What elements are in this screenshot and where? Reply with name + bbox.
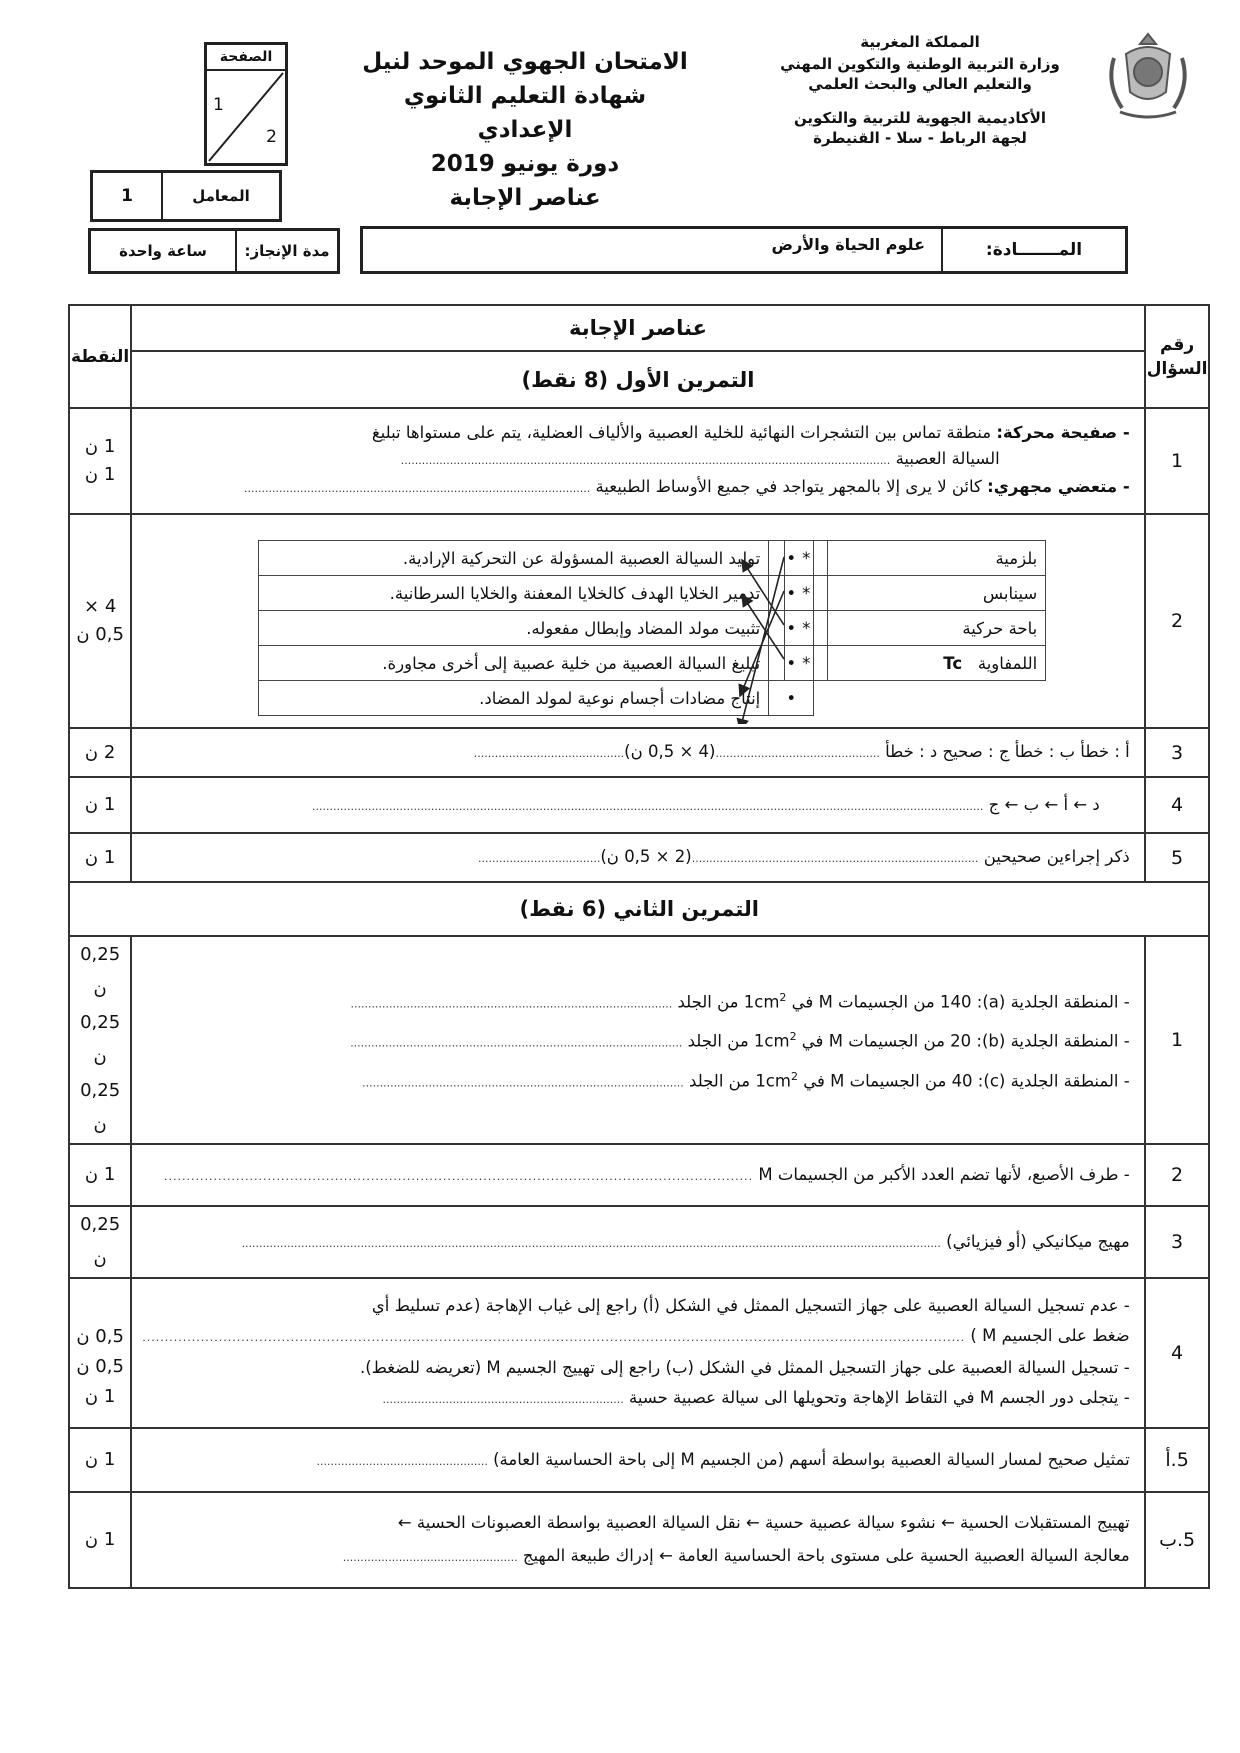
points: 0,25 ن (80, 1080, 121, 1135)
definition-microorganism: كائن لا يرى إلا بالمجهر يتواجد في جميع الأوساط الطبيعية (595, 477, 982, 496)
definition-motor-plate-a: منطقة تماس بين التشجرات النهائية للخلية العصبية والألياف العضلية، يتم على مستواها تبليغ (371, 423, 992, 442)
points: 0,25 ن (69, 1206, 131, 1278)
ministry-line-2: والتعليم العالي والبحث العلمي (808, 75, 1032, 93)
answer-line-a: - المنطقة الجلدية (a): 140 من الجسيمات M في 1cm (743, 992, 1130, 1012)
table-row: 5.ب تهييج المستقبلات الحسية ← نشوء سيالة عصبية حسية ← نقل السيالة العصبية بواسطة العصبونات الحسية ← معالجة السيالة العصبية الحسية على مستوى باحة الحساسية العامة ← إدراك طبيعة المهيج .................................................. 1 ن (69, 1492, 1209, 1588)
answer-line-c: - المنطقة الجلدية (c): 40 من الجسيمات M في 1cm (755, 1071, 1130, 1091)
question-number: 3 (1145, 728, 1210, 777)
answer-line: ضغط على الجسيم M ) (970, 1326, 1130, 1345)
matching-diagram (132, 518, 1143, 724)
exam-title-1: الامتحان الجهوي الموحد لنيل (362, 49, 688, 75)
col-question-header: رقم السؤال (1145, 305, 1210, 408)
question-number: 5 (1145, 833, 1210, 882)
term-microorganism: - متعضي مجهري: (987, 477, 1130, 496)
question-number: 4 (1145, 1278, 1210, 1428)
function-item: إنتاج مضادات أجسام نوعية لمولد المضاد. (259, 681, 769, 716)
table-row: 4 د ← أ ← ب ← ج ................................................................................................................................................................................................ 1 ن (69, 777, 1209, 833)
subject-label: المـــــــادة: (941, 229, 1125, 271)
function-item: تثبيت مولد المضاد وإبطال مفعوله. (259, 611, 769, 646)
academy-line-1: الأكاديمية الجهوية للتربية والتكوين (793, 109, 1047, 127)
table-row: 3 مهيج ميكانيكي (أو فيزيائي) ........................................................................................................................................................................................................ 0,25 ن (69, 1206, 1209, 1278)
exam-session: دورة يونيو 2019 (430, 151, 620, 177)
superscript: 2 (790, 1069, 798, 1083)
answer-line: معالجة السيالة العصبية الحسية على مستوى باحة الحساسية العامة ← إدراك طبيعة المهيج (522, 1546, 1130, 1565)
points: 0,25 ن (80, 1012, 121, 1067)
answer-text: تمثيل صحيح لمسار السيالة العصبية بواسطة أسهم (من الجسيم M إلى باحة الحساسية العامة) (493, 1449, 1130, 1469)
match-dot: • (769, 611, 814, 646)
answer-note: (2 × 0,5 ن) (600, 847, 692, 866)
question-number: 4 (1145, 777, 1210, 833)
structure-item: سينابس (828, 576, 1046, 611)
duration-box (88, 228, 340, 274)
kingdom-name: المملكة المغربية (860, 33, 980, 51)
table-row (69, 514, 1209, 728)
points: 1 ن (69, 777, 131, 833)
page-number-box (204, 42, 288, 166)
question-number: 2 (1145, 514, 1210, 728)
answer-text: ذكر إجراءين صحيحين (983, 847, 1130, 866)
points: 1 ن (84, 1385, 116, 1407)
duration-label: مدة الإنجاز: (235, 231, 337, 271)
answer-line: - يتجلى دور الجسم M في التقاط الإهاجة وتحويلها الى سيالة عصبية حسية (629, 1388, 1130, 1407)
points: 0,5 ن (76, 1325, 124, 1347)
match-star: * (785, 611, 828, 646)
function-item: تدمير الخلايا الهدف كالخلايا المعفنة والخلايا السرطانية. (259, 576, 769, 611)
table-row: 3 أ : خطأ ب : خطأ ج : صحيح د : خطأ ...............................................(4 × 0,5 ن)........................................... 2 ن (69, 728, 1209, 777)
table-row: 2 - طرف الأصبع، لأنها تضم العدد الأكبر من الجسيمات M ................................................................................................................................... 1 ن (69, 1144, 1209, 1206)
ministry-header (740, 32, 1100, 148)
exam-title-2: شهادة التعليم الثانوي الإعدادي (403, 83, 647, 143)
answer-line-b: - المنطقة الجلدية (b): 20 من الجسيمات M في 1cm (753, 1031, 1130, 1051)
points: 1 ن (84, 464, 116, 485)
col-points-header: النقطة (69, 305, 131, 408)
points: 2 ن (69, 728, 131, 777)
table-row: 1 - المنطقة الجلدية (a): 140 من الجسيمات M في $1cm^2$ من الجلد ............................................................................................ - المنطقة الجلدية (b): 20 من الجسيمات M في $1cm^2$ من الجلد ............................................................................................... - المنطقة الجلدية (c): 40 من الجسيمات M في $1cm^2$ من الجلد ............................................................................................ 0,25 ن 0,25 ن 0,25 ن (69, 936, 1209, 1144)
points: 1 ن (69, 833, 131, 882)
royal-emblem-icon (1100, 28, 1196, 124)
page-total: 2 (266, 127, 277, 147)
page-label: الصفحة (207, 45, 285, 71)
answer-note: (4 × 0,5 ن) (624, 742, 716, 761)
match-dot: • (769, 576, 814, 611)
table-row: 5.أ تمثيل صحيح لمسار السيالة العصبية بواسطة أسهم (من الجسيم M إلى باحة الحساسية العامة) ................................................. 1 ن (69, 1428, 1209, 1492)
table-row: 4 - عدم تسجيل السيالة العصبية على جهاز التسجيل الممثل في الشكل (أ) راجع إلى غياب الإهاجة (عدم تسليط أي ضغط على الجسيم M ) ....................................................................................................................................................................................... - تسجيل السيالة العصبية على جهاز التسجيل الممثل في الشكل (ب) راجع إلى تهييج الجسيم M (تعريضه للضغط). - يتجلى دور الجسم M في التقاط الإهاجة وتحويلها الى سيالة عصبية حسية ..................................................................... 0,5 ن 0,5 ن 1 ن (69, 1278, 1209, 1428)
question-number: 5.أ (1145, 1428, 1210, 1492)
points: 0,25 ن (80, 944, 121, 999)
answer-suffix: من الجلد (689, 1071, 751, 1091)
function-item: تبليغ السيالة العصبية من خلية عصبية إلى أخرى مجاورة. (259, 646, 769, 681)
term-motor-plate: - صفيحة محركة: (996, 423, 1130, 442)
superscript: 2 (779, 990, 787, 1004)
structure-item: بلزمية (828, 541, 1046, 576)
exercise-2-title: التمرين الثاني (6 نقط) (69, 882, 1209, 936)
academy-line-2: لجهة الرباط - سلا - القنيطرة (813, 129, 1027, 147)
points: 0,5 ن (76, 624, 124, 645)
points: 0,5 ن (76, 1355, 124, 1377)
answer-text: د ← أ ← ب ← ج (988, 794, 1100, 814)
table-row: 1 - صفيحة محركة: منطقة تماس بين التشجرات النهائية للخلية العصبية والألياف العضلية، يتم على مستواها تبليغ السيالة العصبية ............................................................................................................................................ - متعضي مجهري: كائن لا يرى إلا بالمجهر يتواجد في جميع الأوساط الطبيعية ................................................................................................... 1 ن 1 ن (69, 408, 1209, 514)
coefficient-value: 1 (93, 173, 163, 219)
coefficient-label: المعامل (192, 187, 250, 205)
question-number: 5.ب (1145, 1492, 1210, 1588)
points-multiplier: 4 × (84, 596, 117, 617)
answer-line: تهييج المستقبلات الحسية ← نشوء سيالة عصبية حسية ← نقل السيالة العصبية بواسطة العصبونات الحسية ← (397, 1513, 1130, 1532)
subject-value: علوم الحياة والأرض (771, 235, 925, 254)
table-row: 5 ذكر إجراءين صحيحين ..................................................................................(2 × 0,5 ن)................................... 1 ن (69, 833, 1209, 882)
function-item: توليد السيالة العصبية المسؤولة عن التحركية الإرادية. (259, 541, 769, 576)
answer-line: - تسجيل السيالة العصبية على جهاز التسجيل الممثل في الشكل (ب) راجع إلى تهييج الجسيم M (تعريضه للضغط). (359, 1358, 1130, 1377)
points: 1 ن (84, 436, 116, 457)
structure-item: اللمفاوية (977, 653, 1038, 673)
structure-item: باحة حركية (828, 611, 1046, 646)
matching-arrows (132, 518, 1072, 724)
match-star: * (785, 541, 828, 576)
answer-text: - طرف الأصبع، لأنها تضم العدد الأكبر من الجسيمات M (758, 1164, 1130, 1184)
answer-table (68, 304, 1210, 1589)
match-dot: • (769, 646, 814, 681)
answer-text: مهيج ميكانيكي (أو فيزيائي) (946, 1231, 1130, 1251)
answer-line: - عدم تسجيل السيالة العصبية على جهاز التسجيل الممثل في الشكل (أ) راجع إلى غياب الإهاجة (عدم تسليط أي (371, 1296, 1130, 1315)
doc-title: عناصر الإجابة (449, 185, 601, 211)
definition-motor-plate-b: السيالة العصبية (895, 449, 1000, 468)
points: 1 ن (69, 1144, 131, 1206)
exercise-1-title: التمرين الأول (8 نقط) (131, 351, 1144, 408)
question-number: 1 (1145, 936, 1210, 1144)
question-number: 3 (1145, 1206, 1210, 1278)
structure-item-tc: Tc (943, 653, 963, 673)
exam-title-block (355, 45, 695, 215)
page-divider-line (207, 71, 285, 163)
coefficient-box (90, 170, 282, 222)
match-star: * (785, 576, 828, 611)
ministry-line-1: وزارة التربية الوطنية والتكوين المهني (780, 55, 1060, 73)
superscript: 2 (789, 1030, 797, 1044)
duration-value: ساعة واحدة (119, 242, 207, 260)
subject-box (360, 226, 1128, 274)
question-number: 2 (1145, 1144, 1210, 1206)
answer-suffix: من الجلد (687, 1031, 749, 1051)
match-dot: • (769, 541, 814, 576)
question-number: 1 (1145, 408, 1210, 514)
col-answer-header: عناصر الإجابة (131, 305, 1144, 351)
points: 1 ن (69, 1428, 131, 1492)
match-star: * (785, 646, 828, 681)
page-current: 1 (213, 95, 224, 115)
points: 1 ن (69, 1492, 131, 1588)
answer-text: أ : خطأ ب : خطأ ج : صحيح د : خطأ (885, 742, 1130, 761)
match-dot: • (769, 681, 814, 716)
answer-suffix: من الجلد (677, 992, 739, 1012)
